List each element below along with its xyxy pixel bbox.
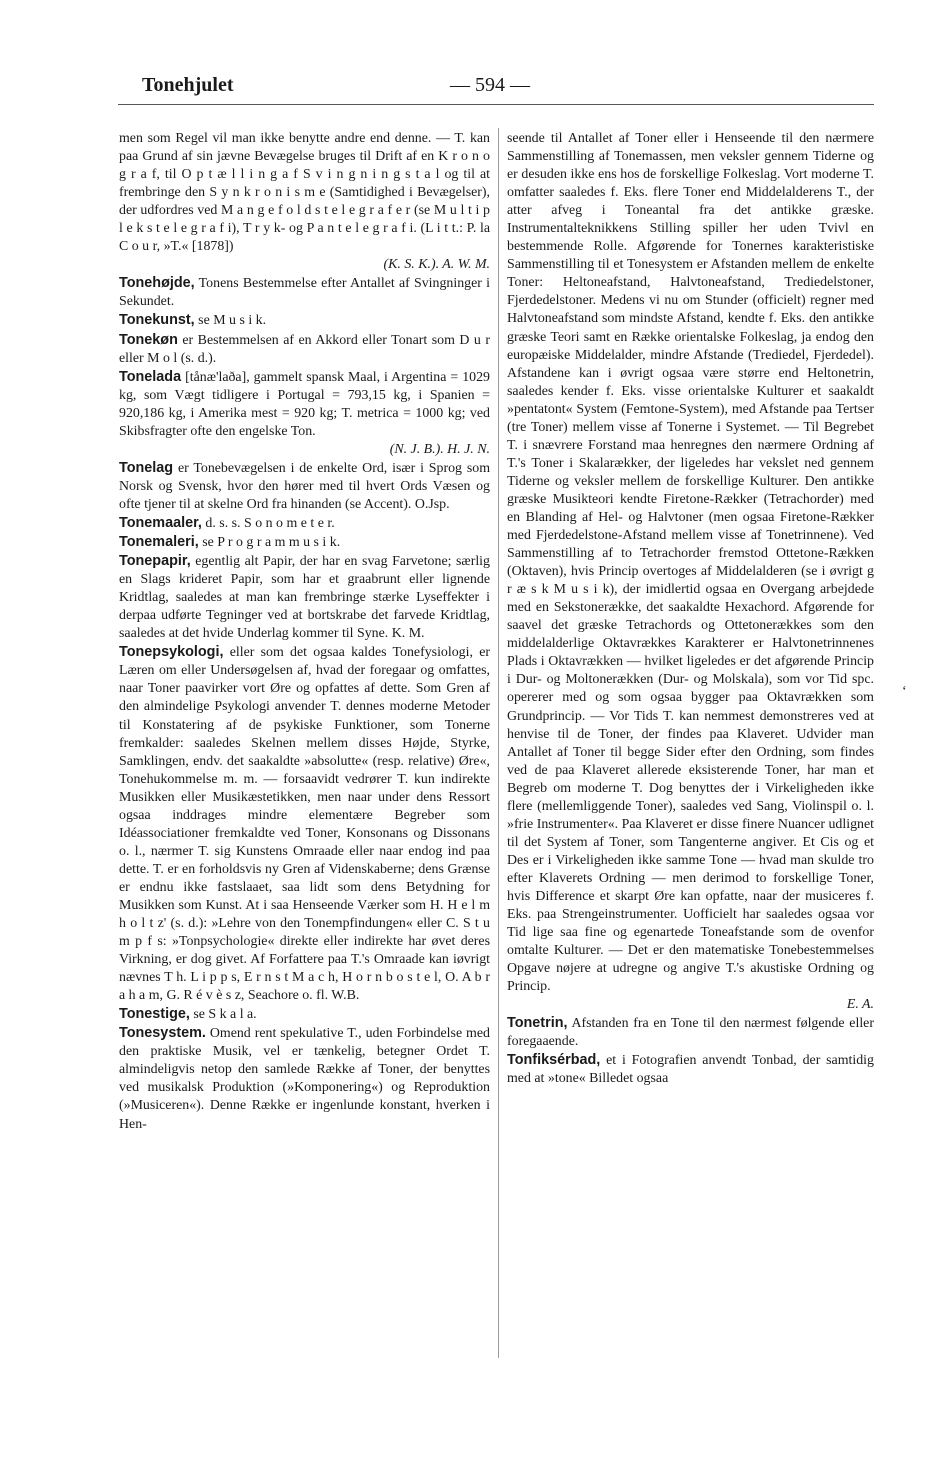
entry-tonekon — [119, 331, 490, 368]
entry-tonemaleri — [119, 533, 490, 552]
entry-text: [tånæ'laða], gammelt spansk Maal, i Argentina = 1029 kg, som Vægt tidligere i Portugal = 793,15 kg, i Spanien = 920,186 kg, i Amerika mest = 920 kg; T. metrica = 1000 kg; ved Skibsfragter ofte den engelske Ton. — [119, 369, 490, 439]
left-column — [119, 130, 490, 1134]
headword: Tonepapir, — [119, 553, 191, 570]
entry-text: et i Fotografien anvendt Tonbad, der samtidig med at »tone« Billedet ogsaa — [507, 1053, 874, 1087]
entry-text: egentlig alt Papir, der har en svag Farvetone; særlig en Slags krideret Papir, som har et graabrunt eller lignende Kridtlag, saaledes at man kan frembringe stærke Lyseffekter i derpaa udførte Tegninger ved at bortskrabe det farvede Kridtlag, saaledes at det hvide Underlag kommer til Syne. K. M. — [119, 554, 490, 642]
entry-text: se P r o g r a m m u s i k. — [202, 535, 341, 551]
entry-tonepsykologi — [119, 643, 490, 1005]
entry-tonehojde — [119, 274, 490, 311]
headword: Tonekunst, — [119, 312, 195, 329]
running-header — [142, 74, 874, 104]
headword: Tonemaleri, — [119, 534, 199, 551]
author-signature: (K. S. K.). A. W. M. — [383, 257, 490, 273]
column-divider — [498, 128, 499, 1358]
entry-tonepapir — [119, 552, 490, 643]
continued-entry-text: men som Regel vil man ikke benytte andre end denne. — T. kan paa Grund af sin jævne Bevægelse bruges til Drift af en K r o n o g r a f, til O p t æ l l i n g a f S v i n g n i n g s t a l og til at frembringe den S y n k r o n i s m e (Samtidighed i Bevægelser), der udfordres ved M a n g e f o l d s t e l e g r a f e r (se M u l t i p l e k s t e l e g r a f i), T r y k- og P a n t e l e g r a f i. (L i t t.: P. la C o u r, »T.« [1878]) (K. S. K.). A. W. M. — [119, 130, 490, 274]
headword: Tonfiksérbad, — [507, 1052, 601, 1069]
entry-tonesystem — [119, 1024, 490, 1133]
entry-text: d. s. s. S o n o m e t e r. — [205, 515, 335, 531]
continued-entry-text: seende til Antallet af Toner eller i Henseende til den nærmere Sammenstilling af Tonemassen, men veksler gennem Tiderne og er desuden ikke ens hos de forskellige Folkeslag. Vort moderne T. omfatter saaledes f. Eks. flere Toner end Middelalderens T., der atter afveg i Toneantal fra det antikke græske. Instrumentalteknikkens Stilling spiller her uden Tvivl en bestemmende Rolle. Afgørende for Tonernes karakteristiske Sammenstilling til et Tonesystem er Afstanden mellem de enkelte Toner: Heltoneafstand, Halvtoneafstand, Trediedelstoner, Fjerdedelstoner. Medens vi nu om Stunder (officielt) regner med Halvtoneafstand som mindste Afstand, kendte f. Eks. den antikke græske Teori samt en Række orientalske Folkeslag, ja endog den europæiske Middelalder, mindre Afstande (Trediedel, Fjerdedel). Afstandene kan i øvrigt ogsaa være større end Heltonetrin, saaledes kender f. Eks. visse orientalske Kulturer et saakaldt »pentatont« System (Femtone-System), med Afstande paa Tertser (tre Toner) mellem visse af Tonerne i Systemet. — Til Begrebet T. i snævrere Forstand maa henregnes den nærmere Ordning af T.'s Toner i Skalarækker, der ligeledes har vekslet ned gennem Tiderne og veksler mellem de forskellige Kulturer. Den antikke græske Musikteori kendte Firetone-Rækker (Tetrachorder) med en Blanding af Hel- og Halvtoner (men ogsaa Firetone-Rækker med Fjerdedelstone-Afstand mellem visse af Tonetrinnene). Ved Sammenstilling af to Tetrachorder fremstod Ottetone-Rækken (Oktaven), hvis Princip overtoges af Middelalderen (se i øvrigt g r æ s k M u s i k), der imidlertid ogsaa en Overgang arbejdede med en Sekstonerække, det saakaldte Hexachord. Afgørende for saavel det græske Tetrachords og Ottetonerækkes som den middelalderlige Oktavrækkes Karakterer er Halvtonetrinnenes Plads i Oktavrækken — hvilket ligeledes er det afgørende Princip i Dur- og Moltonerækken (Dur- og Molskala), som vor Tid spc. opererer med og som ogsaa bygger paa Oktavrækken som Grundprincip. — Vor Tids T. kan nemmest demonstreres ved at henvise til de Toner, der findes paa Klaveret. Udvider man Antallet af Toner til begge Sider efter den Ordning, som findes ved de paa Klaveret allerede eksisterende Toner, har man et Begreb om moderne T. Dog benyttes der i Virkeligheden ikke flere (mellemliggende Toner), saaledes ved Sang, Violinspil o. l. »frie Instrumenter«. Paa Klaveret er disse finere Nuancer udlignet til det System af Toner, som Tangenterne angiver. Et Cis og et Des er i Virkeligheden ikke samme Tone — hvad man skulde tro efter Klaverets Ordning — men derimod to forskellige Toner, hvis Difference et skarpt Øre kan opfatte, naar der musiceres f. Eks. paa Strengeinstrumenter. Uofficielt har saaledes ogsaa vor Tid lige saa fine og egenartede Toneafstande som de ovenfor omtalte Kulturer. — Det er den matematiske Tonebestemmelses Opgave nøjere at udregne og angive T.'s akustiske Ordning og Princip. E. A. — [507, 130, 874, 1014]
entry-text: Afstanden fra en Tone til den nærmest følgende eller foregaaende. — [507, 1016, 874, 1050]
entry-tonestige — [119, 1005, 490, 1024]
headword: Tonemaaler, — [119, 514, 202, 531]
headword: Tonepsykologi, — [119, 644, 224, 661]
entry-text: se S k a l a. — [193, 1007, 257, 1023]
entry-text: er Bestemmelsen af en Akkord eller Tonart som D u r eller M o l (s. d.). — [119, 332, 490, 366]
entry-text: Tonens Bestemmelse efter Antallet af Svingninger i Sekundet. — [119, 276, 490, 310]
margin-mark: ‘ — [902, 684, 907, 699]
right-column — [507, 130, 874, 1088]
header-rule — [118, 104, 874, 105]
entry-tonekunst — [119, 311, 490, 330]
headword: Tonesystem. — [119, 1025, 206, 1042]
entry-text: se M u s i k. — [198, 313, 267, 329]
author-signature: E. A. — [846, 997, 874, 1013]
entry-tonelada — [119, 368, 490, 459]
entry-text: er Tonebevægelsen i de enkelte Ord, især i Sprog som Norsk og Svensk, hvor den hører med til hvert Ords Væsen og ofte tjener til at skelne Ord fra hinanden (se Accent). O.Jsp. — [119, 460, 490, 512]
entry-tonetrin — [507, 1014, 874, 1051]
entry-text: Omend rent spekulative T., uden Forbindelse med den praktiske Musik, vel er tænkelig, betegner Ordet T. almindeligvis netop den samlede Række af Toner, der benyttes ved musikalsk Produktion (»Komponering«) og Reproduktion (»Musiceren«). Denne Række er ingenlunde konstant, hverken i Hen- — [119, 1026, 490, 1132]
entry-tonfikserbad — [507, 1051, 874, 1088]
entry-text: eller som det ogsaa kaldes Tonefysiologi, er Læren om eller Undersøgelsen af, hvad der foregaar og omfattes, naar Toner paavirker vort Øre og opfattes af dette. Som Gren af den almindelige Psykologi anvender T. dennes moderne Metoder til Konstatering af de psykiske Funktioner, som Tonerne fremkalder: saaledes Skelnen mellem disses Højde, Styrke, Samklingen, endv. det saakaldte »absolutte« (resp. relative) Øre«, Tonehukommelse m. m. — forsaavidt vedrører T. kun indirekte Musikken eller Musikæstetikken, men naar under dens Ressort ogsaa inddrages mindre elementære Begreber som Idéassociationer fremkaldte ved Toner, Konsonans og Dissonans o. l., nærmer T. sig Kunstens Omraade eller naar endog ind paa dette. T. er en forholdsvis ny Gren af Videnskaberne; dens Grænse er endnu ikke fastslaaet, saa lidt som dens Betydning for Musikken som Kunst. At i saa Henseende Værker som H. H e l m h o l t z' (s. d.): »Lehre von den Tonempfindungen« eller C. S t u m p f s: »Tonpsychologie« direkte eller indirekte har øvet deres Virkning, er dog givet. Af Forfattere paa T.'s Omraade kan iøvrigt nævnes T h. L i p p s, E r n s t M a c h, H o r n b o s t e l, O. A b r a h a m, G. R é v è s z, Seachore o. fl. W.B. — [119, 645, 490, 1004]
entry-tonelag — [119, 459, 490, 514]
headword: Tonetrin, — [507, 1015, 568, 1032]
headword: Tonelag — [119, 459, 174, 476]
headword: Tonekøn — [119, 331, 178, 348]
page-number: — 594 — — [450, 74, 530, 96]
headword: Tonelada — [119, 368, 182, 385]
headword: Tonestige, — [119, 1006, 190, 1023]
author-signature: (N. J. B.). H. J. N. — [389, 441, 490, 457]
running-head-title: Tonehjulet — [142, 74, 234, 96]
entry-tonemaaler — [119, 514, 490, 533]
headword: Tonehøjde, — [119, 275, 195, 292]
